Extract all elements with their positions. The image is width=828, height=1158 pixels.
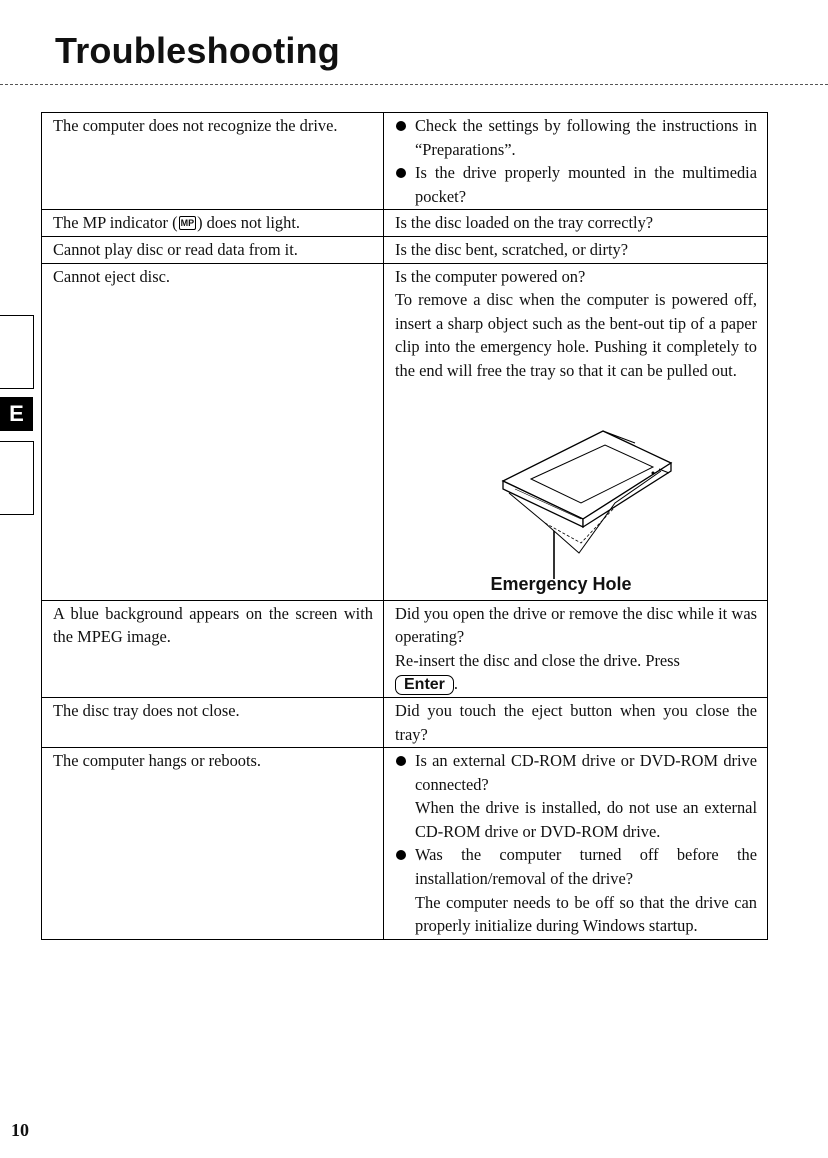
troubleshooting-table <box>41 112 768 940</box>
symptom-cell <box>42 697 384 747</box>
enter-key-icon: Enter <box>395 675 454 695</box>
symptom-text: The computer hangs or reboots. <box>53 751 262 771</box>
symptom-text: Cannot eject disc. <box>53 266 170 286</box>
remedy-text: Is the computer powered on? <box>395 266 586 286</box>
symptom-cell <box>42 748 384 940</box>
remedy-text: Check the settings by following the instructions in “Preparations”. <box>415 116 757 159</box>
symptom-text: The disc tray does not close. <box>53 700 240 720</box>
symptom-cell <box>42 113 384 210</box>
side-tab-box-top <box>0 315 34 389</box>
symptom-text: Cannot play disc or read data from it. <box>53 239 298 259</box>
list-item <box>395 749 757 843</box>
remedy-cell <box>384 600 768 697</box>
remedy-cell <box>384 210 768 237</box>
figure-caption: Emergency Hole <box>490 573 632 594</box>
remedy-text: Did you touch the eject button when you close the tray? <box>395 700 757 744</box>
table-row <box>42 263 768 600</box>
remedy-note: The computer needs to be off so that the drive can properly initialize during Windows startup. <box>415 892 757 936</box>
symptom-text: The MP indicator ( <box>53 213 178 233</box>
list-item <box>395 161 757 208</box>
symptom-cell <box>42 600 384 697</box>
remedy-cell <box>384 113 768 210</box>
bullet-icon <box>396 168 406 178</box>
bullet-icon <box>396 756 406 766</box>
table-row <box>42 600 768 697</box>
list-item <box>395 843 757 937</box>
remedy-cell <box>384 748 768 940</box>
remedy-text: Is an external CD-ROM drive or DVD-ROM drive connected? <box>415 751 757 794</box>
table-row <box>42 113 768 210</box>
remedy-note: When the drive is installed, do not use an external CD-ROM drive or DVD-ROM drive. <box>415 798 757 841</box>
remedy-text-end: . <box>453 674 459 694</box>
symptom-cell <box>42 210 384 237</box>
symptom-text: A blue background appears on the screen with the MPEG image. <box>53 603 373 647</box>
page-number: 10 <box>11 1120 29 1140</box>
bullet-icon <box>396 121 406 131</box>
remedy-text: Is the disc loaded on the tray correctly? <box>395 213 654 233</box>
bullet-icon <box>396 850 406 860</box>
remedy-text: Did you open the drive or remove the disc while it was operating? <box>395 603 757 647</box>
remedy-cell <box>384 263 768 600</box>
optical-drive-icon <box>485 403 675 583</box>
symptom-cell <box>42 236 384 263</box>
symptom-cell <box>42 263 384 600</box>
side-tab-box-bottom <box>0 441 34 515</box>
table-row <box>42 236 768 263</box>
remedy-text: Is the disc bent, scratched, or dirty? <box>395 239 629 259</box>
section-tab-e: E <box>0 397 33 431</box>
remedy-text: Is the drive properly mounted in the multimedia pocket? <box>415 163 757 206</box>
remedy-text: Was the computer turned off before the installation/removal of the drive? <box>415 845 757 889</box>
title-divider <box>0 84 828 85</box>
list-item <box>395 114 757 161</box>
symptom-text: The computer does not recognize the drive. <box>53 116 338 135</box>
remedy-cell <box>384 697 768 747</box>
mp-key-icon: MP <box>180 218 195 229</box>
remedy-text: Re-insert the disc and close the drive. Press <box>395 650 680 670</box>
symptom-text-end: ) does not light. <box>197 213 300 233</box>
remedy-text: To remove a disc when the computer is powered off, insert a sharp object such as the bent-out tip of a paper clip into the emergency hole. Pushing it completely to the end will free the tray so that it can be pulled out. <box>395 290 757 380</box>
table-row <box>42 210 768 237</box>
page-title: Troubleshooting <box>55 30 340 71</box>
table-row <box>42 748 768 940</box>
remedy-cell <box>384 236 768 263</box>
table-row <box>42 697 768 747</box>
drive-illustration <box>395 383 757 573</box>
